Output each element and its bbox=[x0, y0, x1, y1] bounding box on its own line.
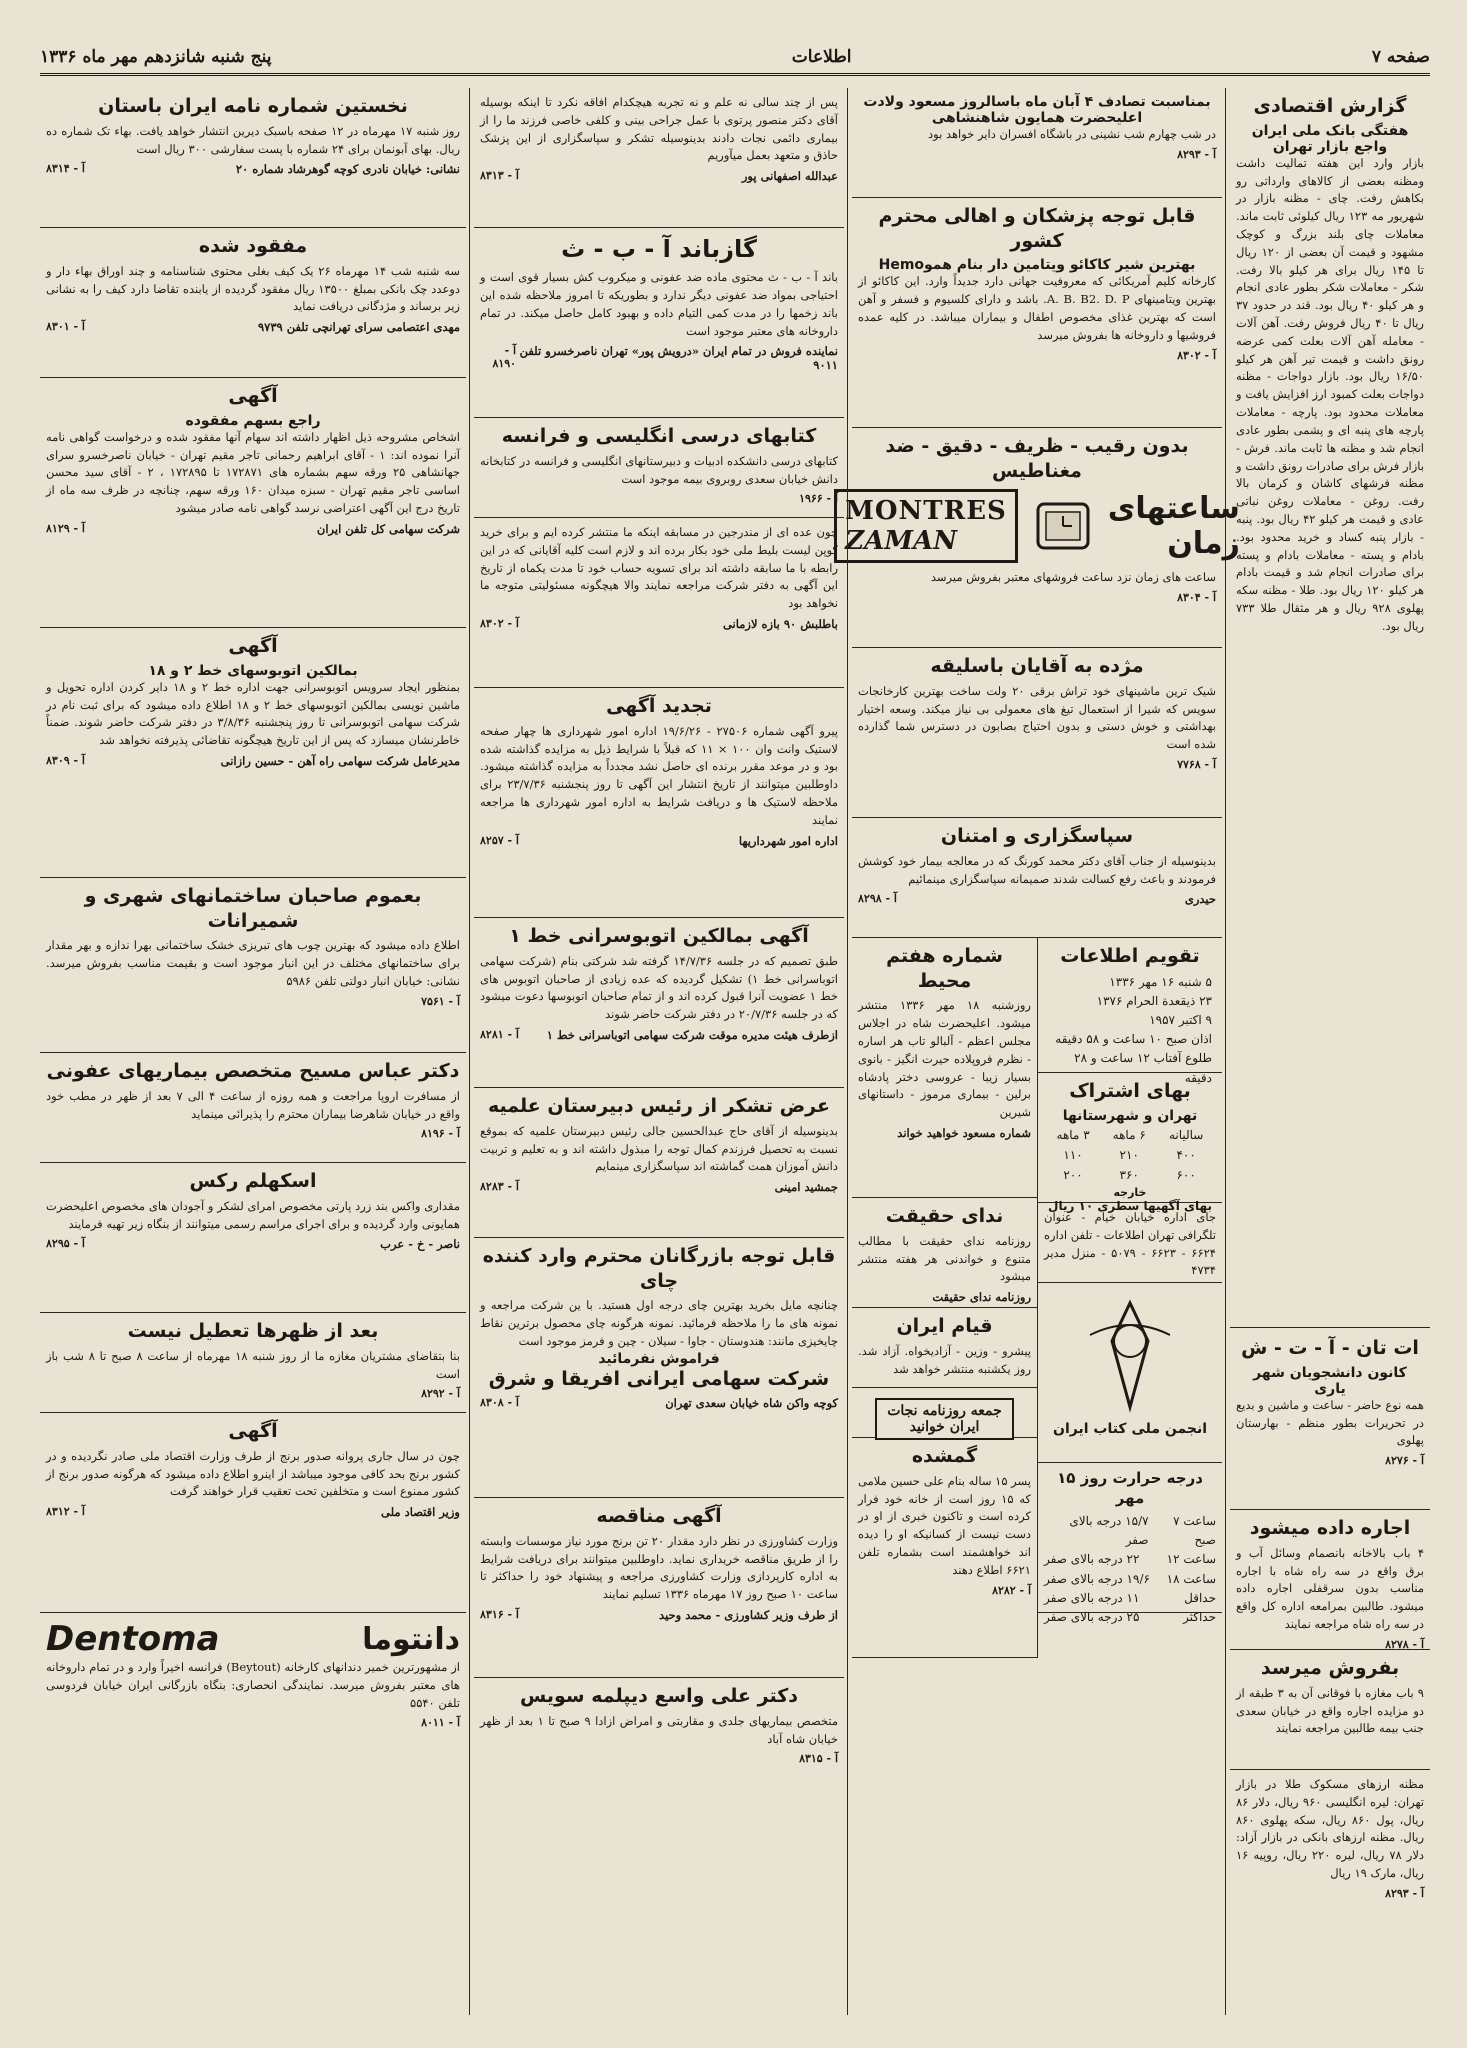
textbooks-title: کتابهای درسی انگلیسی و فرانسه bbox=[501, 425, 817, 447]
doctor-thanks-sig: عبدالله اصفهانی پور bbox=[741, 169, 838, 184]
temperature-row: حداقل ۱۱ درجه بالای صفر bbox=[1044, 1590, 1216, 1605]
doctor-thanks-body: پس از چند سالی نه علم و نه تجربه هیچکدام افاقه نکرد تا اینکه بوسیله آقای دکتر منصور پرتوی با عمل جراحی بینی و کلفی خاصی فرزند ما را از بیماری دائمی نجات دادند بدینوسیله تشکر و سپاسگزاری از این پزشک حاذق و متعهد بعمل میآوریم bbox=[480, 95, 838, 163]
thanks-ref: آ - ۸۲۹۸ bbox=[858, 892, 897, 906]
doctor-vase-ref: آ - ۸۳۱۵ bbox=[799, 1752, 838, 1766]
lottery-sub: کانون دانشجویان شهر یاری bbox=[1253, 1364, 1407, 1397]
subscription-cell: ۴۰۰ bbox=[1176, 1147, 1196, 1162]
ancient-address: نشانی: خیابان نادری کوچه گوهرشاد شماره ۲۰ bbox=[235, 162, 460, 177]
column-rule bbox=[469, 88, 470, 2015]
closed-body: بنا بتقاضای مشتریان مغازه ما از روز شنبه ۱۸ مهرماه از ساعت ۸ صبح تا ۸ شب باز است bbox=[46, 1348, 460, 1381]
contest-notice bbox=[474, 518, 844, 688]
lost-wallet-body: سه شنبه شب ۱۴ مهرماه ۲۶ یک کیف بغلی محتوی شناسنامه و چند اوراق بهاء دار و دوعدد چک بانکی بمبلغ ۱۳۵۰۰ ریال مفقود گردیده از یابنده تقاضا دارد کیف را به نشانی زیر برساند و مژدگانی دریافت نماید bbox=[46, 263, 461, 314]
bus1-sig: ازطرف هیئت مدیره موقت شرکت سهامی اتوباسرانی خط ۱ bbox=[546, 1027, 838, 1042]
rice-ad bbox=[40, 1413, 466, 1613]
info-left bbox=[852, 938, 1037, 1658]
subscription-table bbox=[1044, 1124, 1216, 1186]
bus-title: آگهی bbox=[228, 635, 278, 657]
lost-wallet-sig: مهدی اعتصامی سرای تهرانچی تلفن ۹۷۳۹ bbox=[258, 320, 460, 335]
lost-boy-ref: آ - ۸۲۸۲ bbox=[992, 1583, 1031, 1597]
stockholm-rex-ad bbox=[40, 1163, 466, 1313]
lost-boy-title: گمشده bbox=[911, 1445, 978, 1467]
lost-wallet-title: مفقود شده bbox=[198, 235, 308, 257]
emblem-icon bbox=[1070, 1295, 1190, 1415]
clinic-title: دکتر عباس مسیح متخصص بیماریهای عفونی bbox=[46, 1060, 460, 1082]
hemo-ad bbox=[852, 198, 1222, 428]
lottery-ref: آ - ۸۲۷۶ bbox=[1385, 1454, 1424, 1468]
shaver-title: مژده به آقایان باسلیقه bbox=[930, 655, 1144, 677]
subscription bbox=[1038, 1073, 1222, 1213]
mohit-magazine bbox=[852, 938, 1037, 1198]
page-number: صفحه ۷ bbox=[1371, 46, 1430, 67]
mohit-title: شماره هفتم محیط bbox=[886, 945, 1003, 992]
school-title: عرض تشکر از رئیس دبیرستان علمیه bbox=[488, 1095, 830, 1117]
lost-wallet-ref: آ - ۸۳۰۱ bbox=[46, 320, 85, 334]
mohit-body: روزشنبه ۱۸ مهر ۱۳۳۶ منتشر میشود. اعلیحضرت شاه در اجلاس مجلس اعظم - آلبالو تاب هر اساره - نظرم فروپلاده حیرت انگیز - بانوی بسیار زیبا - عروسی دختر پادشاه برلین - بیماری مرموز - داستانهای شیرین bbox=[858, 998, 1031, 1120]
renewal-sig: اداره امور شهرداریها bbox=[738, 833, 838, 848]
lottery-title: ات تان - آ - ت - ش bbox=[1241, 1337, 1419, 1359]
temperature-row: حداکثر ۲۵ درجه بالای صفر bbox=[1044, 1609, 1216, 1624]
tea-ad bbox=[474, 1238, 844, 1498]
gauze-ad bbox=[474, 228, 844, 418]
textbooks-ad bbox=[474, 418, 844, 518]
subscription-sub: تهران و شهرستانها bbox=[1062, 1107, 1198, 1124]
qiam-iran bbox=[852, 1308, 1037, 1388]
sale-title: بفروش میرسد bbox=[1260, 1657, 1400, 1679]
column-rule bbox=[847, 88, 848, 2015]
rice-body: چون در سال جاری پروانه صدور برنج از طرف وزارت اقتصاد ملی صادر نگردیده و در کشور برنج بحد کافی موجود میباشد از اینرو اطلاع داده میشود که هرگونه صدور برنج از کشور ممنوع است و متخلفین تحت تعقیب قرار خواهند گرفت bbox=[46, 1448, 460, 1499]
newspaper-page bbox=[40, 40, 1430, 2015]
subscription-cell: ۶۰۰ bbox=[1176, 1167, 1196, 1182]
notice-ref: آ - ۸۲۹۳ bbox=[1177, 147, 1216, 161]
clinic-ad bbox=[40, 1053, 466, 1163]
tea-company: شرکت سهامی ایرانی افریقا و شرق bbox=[488, 1367, 830, 1390]
address-body: جای اداره خیابان خیام - عنوان تلگرافی تهران اطلاعات - تلفن اداره ۶۶۲۴ - ۶۶۲۳ - ۵۰۷۹ - منزل مدیر ۴۷۳۴ bbox=[1044, 1210, 1216, 1278]
renewal-title: تجدید آگهی bbox=[606, 695, 712, 717]
shares-sub: راجع بسهم مفقوده bbox=[185, 412, 321, 429]
zaman-body: ساعت های زمان نزد ساعت فروشهای معتبر بفروش میرسد bbox=[930, 570, 1216, 585]
shaver-ad bbox=[852, 648, 1222, 818]
tender-ad bbox=[474, 1498, 844, 1678]
calendar bbox=[1038, 938, 1222, 1085]
nejat-title: جمعه روزنامه نجات ایران خوانید bbox=[875, 1398, 1013, 1440]
tea-body: چنانچه مایل بخرید بهترین چای درجه اول هستید. با ین شرکت مراجعه و نمونه های ما را ملاحظه فرمائید. نمونه هرگونه چای محصول برترین نقاط چایخیزی مانند: هندوستان - جاوا - سیلان - چین و فرمز موجود است bbox=[480, 1298, 838, 1348]
bus-sig: مدیرعامل شرکت سهامی راه آهن - حسین رازانی bbox=[220, 753, 460, 768]
shares-ref: آ - ۸۱۲۹ bbox=[46, 521, 85, 535]
subscription-header: سالیانه bbox=[1168, 1127, 1204, 1142]
bus1-body: طبق تصمیم که در جلسه ۱۴/۷/۳۶ گرفته شد شرکتی بنام (شرکت سهامی اتوباسرانی خط ۱) تشکیل گردیده که عده زیادی از صاحبان اتوبوس های خط ۱ عضویت آنرا قبول کرده اند و از تمام صاحبان اتوبوسها دعوت میشود که در جلسه ۲۰/۷/۳۶ در دفتر شرکت حاضر شوند bbox=[480, 953, 838, 1022]
rent-ref: آ - ۸۲۷۸ bbox=[1385, 1637, 1424, 1651]
dentoma-header bbox=[46, 1619, 460, 1659]
temperature bbox=[1038, 1463, 1222, 1624]
tea-title: قابل توجه بازرگانان محترم وارد کننده چای bbox=[482, 1245, 836, 1292]
shaver-body: شیک ترین ماشینهای خود تراش برقی ۲۰ ولت ساخت بهترین کارخانجات سویس که شیرا از استعمال تیغ های معمولی بی نیاز میکند. وسعه اختیار بهداشتی و خوش دستی و بدون احتیاج بصابون در دسترس شما گذارده شده است bbox=[858, 683, 1216, 752]
calendar-row: ۲۳ ذیقعدة الحرام ۱۳۷۶ bbox=[1096, 993, 1212, 1008]
shares-title: آگهی bbox=[228, 385, 278, 407]
ancient-title: نخستین شماره نامه ایران باستان bbox=[98, 95, 408, 117]
column-rule bbox=[1225, 88, 1226, 2015]
calendar-row: طلوع آفتاب ۱۲ ساعت و ۲۸ دقیقه bbox=[1074, 1051, 1212, 1085]
subscription-cell: ۳۶۰ bbox=[1119, 1167, 1139, 1182]
thanks-notice bbox=[852, 818, 1222, 938]
shaver-ref: آ - ۷۷۶۸ bbox=[1177, 757, 1216, 771]
tender-title: آگهی مناقصه bbox=[596, 1505, 722, 1527]
notice-body: در شب چهارم شب نشینی در باشگاه افسران دایر خواهد بود bbox=[928, 127, 1216, 141]
zaman-logo-latin: MONTRES ZAMAN bbox=[834, 489, 1018, 563]
subscription-title: بهای اشتراک bbox=[1069, 1080, 1191, 1102]
contest-sig: باطلبش ۹۰ بازه لازمانی bbox=[722, 617, 838, 632]
column-ads-3 bbox=[474, 88, 844, 2015]
dentoma-latin: Dentoma bbox=[46, 1619, 220, 1659]
zaman-title: بدون رقیب - ظریف - دقیق - ضد مغناطیس bbox=[885, 435, 1189, 482]
building-owners-ad bbox=[40, 878, 466, 1053]
lottery-body: همه نوع حاضر - ساعت و ماشین و بدیع در تحریرات بطور منظم - بهارستان پهلوی bbox=[1236, 1397, 1424, 1448]
zaman-ref: آ - ۸۳۰۴ bbox=[1177, 591, 1216, 605]
subscription-header: ۳ ماهه bbox=[1056, 1127, 1090, 1142]
lottery-ad bbox=[1230, 1330, 1430, 1510]
mohit-sig: شماره مسعود خواهید خواند bbox=[897, 1126, 1031, 1141]
doctor-thanks bbox=[474, 88, 844, 228]
rice-sig: وزیر اقتصاد ملی bbox=[381, 1505, 460, 1520]
subscription-cell: ۲۱۰ bbox=[1119, 1147, 1139, 1162]
lost-boy bbox=[852, 1438, 1037, 1658]
lost-wallet-ad bbox=[40, 228, 466, 378]
zaman-logo-fa: ساعتهای زمان bbox=[1107, 491, 1240, 562]
zaman-logo bbox=[845, 489, 1240, 563]
owners-title: بعموم صاحبان ساختمانهای شهری و شمیرانات bbox=[84, 885, 422, 932]
bus-2-18-ad bbox=[40, 628, 466, 878]
report-subtitle: هفتگی بانک ملی ایران واجع بازار تهران bbox=[1251, 122, 1409, 155]
info-right bbox=[1037, 938, 1222, 1658]
gauze-ref: آ - ۸۱۹۰ bbox=[492, 344, 517, 371]
tea-sub: فراموش نفرمائید bbox=[598, 1350, 720, 1367]
renewal-ad bbox=[474, 688, 844, 918]
exchange-body: مظنه ارزهای مسکوک طلا در بازار تهران: لیره انگلیسی ۹۶۰ ریال، دلار ۸۶ ریال، پول ۸۶۰ ریال، سکه پهلوی ۸۶۰ ریال. مظنه ارزهای بانکی در بازار آزاد: دلار ۷۸ ریال، لیره ۲۲۰ ریال، روپیه ۱۶ ریال، مارک ۱۹ ریال bbox=[1236, 1777, 1425, 1881]
report-title: گزارش اقتصادی bbox=[1253, 95, 1407, 117]
thanks-title: سپاسگزاری و امتنان bbox=[940, 825, 1134, 847]
column-ads-2 bbox=[845, 88, 1240, 2015]
ancient-body: روز شنبه ۱۷ مهرماه در ۱۲ صفحه باسبک دیرین انتشار خواهد یافت. بهاء تک شماره ده ریال. بهای آبونمان برای ۲۴ شماره با پست سفارشی ۳۰۰ ریال است bbox=[46, 123, 460, 156]
bus-line-1-ad bbox=[474, 918, 844, 1088]
report-body: بازار وارد این هفته تمالیت داشت ومظنه بعضی از کالاهای وارداتی رو بکاهش رفت. چای - مظنه بازار در شهریور مه ۱۲۳ ریال کیلوئی ثابت ماند. معاملات چای بلند بزرگ و کوچک مشهود و قیمت آن بعضی از ۱۲۰ ریال تا ۱۴۵ ریال برای هر کیلو بالا رفت. شکر - معاملات شکر بطور عادی انجام و هر کیلو ۴۰ ریال بود. قند در حدود ۳۷ ریال تا ۴۰ ریال فروش رفت. آهن آلات - معامله آهن آلات بعلت کمی عرضه رونق داشت و قیمت تیر آهن هر کیلو ۱۶/۵۰ ریال بود. بازار دواجات - مظنه دواجات بعلت کمبود ارز افزایش یافت و معاملات محدود بود. پارچه - معاملات پارچه های پنبه ای و پشمی بطور عادی انجام شد و مظنه ها ثابت ماند. فرش - بازار فرش برای صادرات رونق داشت و مظنه فرشهای کاشان و کرمان بالا رفت. روغن - معاملات روغن نباتی عادی و قیمت هر کیلو ۴۲ ریال بود. پنبه - بازار پنبه کساد و خرید محدود بود. بادام و پسته - معاملات بادام و پسته برای صادرات انجام شد و قیمت بادام هر کیلو ۱۲۰ ریال بود. طلا - مظنه سکه پهلوی ۹۲۸ ریال و هر مثقال طلا ۷۳۳ ریال بود. bbox=[1236, 155, 1425, 633]
owners-body: اطلاع داده میشود که بهترین چوب های تبریزی خشک ساختمانی بهرا ندازه و بهر مقدار برای ساختمانهای مختلف در این انبار موجود است و بقیمت مناسب بفروش میرسد. نشانی: خیابان انبار دولتی تلفن ۵۹۸۶ bbox=[46, 938, 460, 988]
hemo-body: کارخانه کلیم آمریکائی که معروفیت جهانی دارد جدیداً وارد. این کاکائو از بهترین ویتامینهای A. B. B2. D. P. باشد و دارای کلسیوم و فسفر و آهن است که بهترین غذای مخصوص اطفال و بیماران میباشد. در کلیه عمده فروشیها و داروخانه ها بفروش میرسد bbox=[858, 274, 1217, 342]
watch-icon bbox=[1028, 496, 1098, 556]
sale-body: ۹ باب مغازه با فوقانی آن به ۳ طبقه از دو مزایده اجاره واقع در خیابان سعدی جنب بیمه طالبین مراجعه نمایند bbox=[1236, 1685, 1424, 1736]
dentoma-body: از مشهورترین خمیر دندانهای کارخانه (Beytout) فرانسه اخیراً وارد و در تمام داروخانه های معتبر بفروش میرسد. نمایندگی انحصاری: بنگاه بازرگانی ایران خیابان فردوسی تلفن ۵۵۴۰ bbox=[46, 1660, 460, 1710]
ancient-iran-ad bbox=[40, 88, 466, 228]
owners-ref: آ - ۷۵۶۱ bbox=[421, 994, 460, 1008]
bus-body: بمنظور ایجاد سرویس اتوبوسرانی جهت اداره خط ۲ و ۱۸ دایر کردن اداره تحویل و ماشین نویسی بمالکین اتوبوسهای خط ۲ و ۱۸ اطلاع داده میشود که برای ثبت نام در شرکت سهامی اتوبوسرانی تا روز پنجشنبه ۳/۸/۳۶ در دفتر شرکت حاضر شوند. ضمناً خاطرنشان میسازد که پس از این تاریخ هیچگونه تقاضائی پذیرفته نخواهد شد bbox=[46, 679, 461, 748]
subscription-cell: ۲۰۰ bbox=[1063, 1167, 1083, 1182]
temperature-row: ساعت ۱۸ ۱۹/۶ درجه بالای صفر bbox=[1044, 1571, 1216, 1586]
lost-shares-ad bbox=[40, 378, 466, 628]
hemo-sub: بهترین شیر کاکائو ویتامین دار بنام هموHemo bbox=[878, 257, 1196, 274]
contest-ref: آ - ۸۳۰۲ bbox=[480, 617, 519, 631]
stockholm-title: اسکهلم رکس bbox=[189, 1170, 317, 1192]
gauze-title: گازباند آ - ب - ث bbox=[561, 235, 757, 263]
dentoma-ad bbox=[40, 1613, 466, 1753]
issue-date: پنج شنبه شانزدهم مهر ماه ۱۳۳۶ bbox=[40, 46, 272, 67]
stockholm-sig: ناصر - خ - عرب bbox=[380, 1237, 460, 1252]
doctor-vase-ad bbox=[474, 1678, 844, 1768]
info-block bbox=[852, 938, 1222, 1658]
exchange-ref: آ - ۸۲۹۳ bbox=[1385, 1886, 1424, 1900]
gauze-sig: نماینده فروش در تمام ایران «درویش پور» تهران ناصرخسرو تلفن ۹۰۱۱ bbox=[519, 344, 838, 373]
voice-of-truth bbox=[852, 1198, 1037, 1308]
tender-ref: آ - ۸۳۱۶ bbox=[480, 1607, 519, 1621]
temperature-row: ساعت ۱۲ ۲۲ درجه بالای صفر bbox=[1044, 1552, 1216, 1567]
paper-name: اطلاعات bbox=[791, 46, 852, 67]
school-sig: جمشید امینی bbox=[774, 1180, 838, 1195]
open-afternoons-ad bbox=[40, 1313, 466, 1413]
shares-body: اشخاص مشروحه ذیل اظهار داشته اند سهام آنها مفقود شده و درخواست گواهی نامه آنرا نموده اند: ۱ - آقای ابراهیم رحمانی تاجر مقیم تهران - خیابان ناصرخسرو سرای جهانشاهی ۲۵ ورقه سهم بشماره های ۱۷۲۸۷۱ تا ۱۷۲۸۹۵ ، ۲ - آقای سید محسن اساسی تاجر مقیم تهران - سبزه میدان ۱۶۰ ورقه سهم، چنانچه در ظرف سه ماه از تاریخ درج این آگهی اعتراضی نرسد گواهی نامه صادر میشود bbox=[46, 429, 460, 515]
calendar-row: ۵ شنبه ۱۶ مهر ۱۳۳۶ bbox=[1109, 974, 1212, 989]
clinic-ref: آ - ۸۱۹۶ bbox=[421, 1127, 460, 1141]
renewal-body: پیرو آگهی شماره ۲۷۵۰۶ - ۱۹/۶/۲۶ اداره امور شهرداری ها چهار صفحه لاستیک وانت وان ۱۰۰ × ۱۱ که قبلاً با شرایط ذیل به مزایده گذاشته شده بود و در موعد مقرر برنده ای حاصل نشد مجدداً به مزایده گذاشته میشود. داوطلبین میتوانند از تاریخ انتشار این آگهی تا روز پنجشنبه ۲۳/۷/۳۶ برای ملاحظه لاستیک ها و دریافت شرایط به اداره امور شهرداری ها مراجعه نمایند bbox=[480, 723, 839, 827]
school-ref: آ - ۸۲۸۳ bbox=[480, 1180, 519, 1194]
doctor-thanks-ref: آ - ۸۳۱۳ bbox=[480, 169, 519, 183]
calendar-row: ۹ اکتبر ۱۹۵۷ bbox=[1149, 1013, 1212, 1028]
voice-title: ندای حقیقت bbox=[885, 1205, 1004, 1227]
temperature-row: ساعت ۷ صبح ۱۵/۷ درجه بالای صفر bbox=[1069, 1514, 1216, 1548]
subscription-cell: ۱۱۰ bbox=[1063, 1147, 1083, 1162]
rent-ad bbox=[1230, 1510, 1430, 1650]
tea-ref: آ - ۸۳۰۸ bbox=[480, 1395, 519, 1409]
closed-title: بعد از ظهرها تعطیل نیست bbox=[127, 1320, 379, 1342]
bus1-ref: آ - ۸۲۸۱ bbox=[480, 1027, 519, 1041]
economic-report bbox=[1230, 88, 1430, 1328]
rent-body: ۴ باب بالاخانه بانصمام وسائل آب و برق واقع در سه راه شاه با اجاره مناسب بدون سرقفلی اجاره داده میشود. طالبین بمرامعه اداره کل واقع در سه راه شاه مراجعه نمایند bbox=[1236, 1545, 1424, 1631]
thanks-body: بدینوسیله از جناب آقای دکتر محمد کورنگ که در معالجه بیمار خود کوشش فرمودند و باعث رفع کسالت شدند صمیمانه سپاسگزاری مینمائیم bbox=[858, 853, 1216, 886]
notice-title: بمناسبت تصادف ۴ آبان ماه باسالروز مسعود ولادت اعلیحضرت همایون شاهنشاهی bbox=[863, 94, 1211, 126]
dentoma-ref: آ - ۸۰۱۱ bbox=[421, 1716, 460, 1730]
tender-sig: از طرف وزیر کشاورزی - محمد وحید bbox=[659, 1607, 838, 1622]
lost-boy-body: پسر ۱۵ ساله بنام علی حسین ملامی که ۱۵ روز است از خانه خود فرار کرده است و تاکنون خبری از او در دست نیست از کسانیکه او را دیده اند خواهشمند است بشماره تلفن ۶۶۲۱ اطلاع دهند bbox=[858, 1473, 1031, 1577]
sale-ad bbox=[1230, 1650, 1430, 1770]
emblem-caption: انجمن ملی کتاب ایران bbox=[1053, 1421, 1207, 1437]
voice-body: روزنامه ندای حقیقت با مطالب متنوع و خواندنی هر هفته منتشر میشود bbox=[858, 1233, 1031, 1284]
qiam-title: قیام ایران bbox=[896, 1315, 993, 1337]
textbooks-body: کتابهای درسی دانشکده ادبیات و دبیرستانهای انگلیسی و فرانسه در کتابخانه دانش خیابان سعدی روبروی بیمه موجود است bbox=[480, 453, 838, 486]
calendar-row: اذان صبح ۱۰ ساعت و ۵۸ دقیقه bbox=[1055, 1032, 1212, 1047]
school-thanks bbox=[474, 1088, 844, 1238]
bus1-title: آگهی بمالکین اتوبوسرانی خط ۱ bbox=[509, 925, 809, 947]
bus-sub: بمالکین اتوبوسهای خط ۲ و ۱۸ bbox=[148, 662, 358, 679]
subscription-header: ۶ ماهه bbox=[1112, 1127, 1146, 1142]
dentoma-fa: دانتوما bbox=[362, 1621, 460, 1657]
hemo-ref: آ - ۸۳۰۲ bbox=[1177, 348, 1216, 362]
shares-sig: شرکت سهامی کل تلفن ایران bbox=[316, 521, 460, 536]
doctor-vase-body: متخصص بیماریهای جلدی و مقاربتی و امراض ازادا ۹ صبح تا ۱ بعد از ظهر خیابان شاه آباد bbox=[480, 1713, 838, 1746]
subscription-ads: بهای آگهیها سطری ۱۰ ریال bbox=[1048, 1198, 1212, 1213]
thanks-sig: حیدری bbox=[1184, 892, 1216, 907]
bus-ref: آ - ۸۳۰۹ bbox=[46, 753, 85, 767]
emblem bbox=[1038, 1283, 1222, 1463]
zaman-watch-ad bbox=[845, 428, 1240, 648]
doctor-vase-title: دکتر علی واسع دیپلمه سویس bbox=[519, 1685, 799, 1707]
gauze-body: باند آ - ب - ث محتوی ماده ضد عفونی و میکروب کش بسیار قوی است و احتیاجی بمواد ضد عفونی دیگر ندارد و بطوریکه تا امروز ملاحظه شده این باند زخمها را در مدت کمی التیام داده و بهبود کامل حاصل میکند. در تمام داروخانه های معتبر موجود است bbox=[480, 270, 838, 338]
column-ads-4 bbox=[40, 88, 466, 2015]
ancient-ref: آ - ۸۳۱۴ bbox=[46, 162, 85, 176]
rent-title: اجاره داده میشود bbox=[1249, 1517, 1411, 1539]
closed-ref: آ - ۸۲۹۲ bbox=[421, 1387, 460, 1401]
calendar-title: تقویم اطلاعات bbox=[1060, 945, 1200, 967]
nejat-banner bbox=[852, 1388, 1037, 1438]
temperature-title: درجه حرارت روز ۱۵ مهر bbox=[1057, 1469, 1203, 1507]
stockholm-body: مقداری واکس بند زرد پارتی مخصوص امرای لشکر و آجودان های مخصوص اعلیحضرت همایونی وارد گردیده و برای اجرای مراسم رسمی میتوانند از بنگاه زیر تهیه فرمایند bbox=[46, 1198, 460, 1231]
clinic-body: از مسافرت اروپا مراجعت و همه روزه از ساعت ۴ الی ۷ بعد از ظهر در مطب خود واقع در خیابان شاهرضا بیماران محترم را پذیرائی مینماید bbox=[46, 1088, 460, 1121]
contest-body: چون عده ای از مندرجین در مسابقه اینکه ما منتشر کرده ایم و برای خرید کوپن لیست بلیط ملی خود بکار برده اند و لازم است کلیه آقایانی که در این رابطه با ما سابقه داشته اند برای تسویه حساب خود تا مدت یکماه از تاریخ این آگهی به دفتر شرکت مراجعه نمایند والا هیچگونه مسئولیتی متوجه ما نخواهد بود bbox=[480, 525, 838, 611]
address bbox=[1038, 1203, 1222, 1283]
stockholm-ref: آ - ۸۲۹۵ bbox=[46, 1237, 85, 1251]
qiam-body: پیشرو - وزین - آزادیخواه. آزاد شد. روز یکشنبه منتشر خواهد شد bbox=[858, 1343, 1031, 1376]
school-body: بدینوسیله از آقای حاج عبدالحسین جالی رئیس دبیرستان علمیه که بموقع نسبت به تحصیل فرزندم کمال توجه را مبذول داشته اند و به تعلیم و تربیت دانش آموزان همت گماشته اند سپاسگزاری مینمایم bbox=[480, 1123, 838, 1174]
hemo-title: قابل توجه پزشکان و اهالی محترم کشور bbox=[878, 205, 1196, 252]
voice-sig: روزنامه ندای حقیقت bbox=[932, 1290, 1031, 1305]
masthead bbox=[40, 40, 1430, 76]
tender-body: وزارت کشاورزی در نظر دارد مقدار ۲۰ تن برنج مورد نیاز موسسات وابسته را از طریق مناقصه خریداری نماید. داوطلبین میتوانند برای دریافت شرایط به اداره کارپردازی وزارت کشاورزی مراجعه و پیشنهاد خود را حداکثر تا ساعت ۱۰ صبح روز ۱۷ مهرماه ۱۳۳۶ تسلیم نمایند bbox=[480, 1533, 839, 1602]
birthday-notice bbox=[852, 88, 1222, 198]
subscription-foreign: خارجه bbox=[1113, 1185, 1147, 1199]
exchange-rates bbox=[1230, 1770, 1430, 1960]
rice-ref: آ - ۸۳۱۲ bbox=[46, 1505, 85, 1519]
column-economy-lower bbox=[1230, 1330, 1430, 2015]
textbooks-ref: آ - ۱۹۶۶ bbox=[799, 492, 838, 506]
tea-address: کوچه واکن شاه خیابان سعدی تهران bbox=[665, 1395, 838, 1410]
rice-title: آگهی bbox=[228, 1420, 278, 1442]
renewal-ref: آ - ۸۲۵۷ bbox=[480, 833, 519, 847]
